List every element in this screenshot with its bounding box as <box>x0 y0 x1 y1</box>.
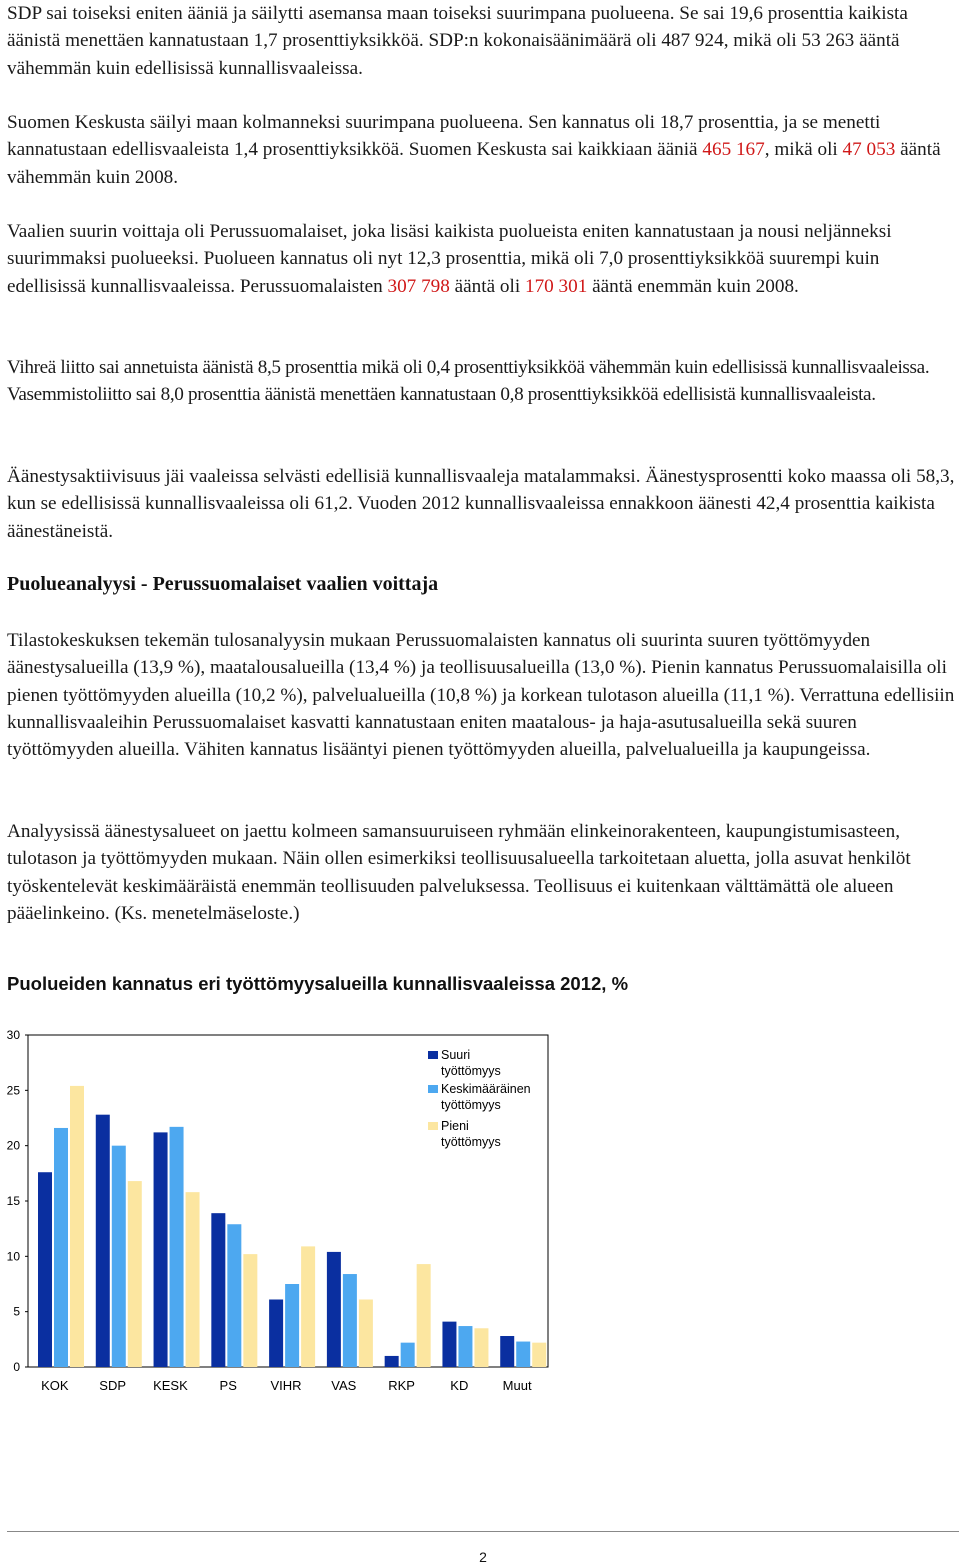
paragraph-text: ääntä oli <box>449 275 525 297</box>
highlight-number: 307 798 <box>387 275 450 297</box>
bar-kesk-2 <box>170 1127 184 1367</box>
legend-swatch <box>428 1122 438 1130</box>
y-tick-label: 15 <box>6 1194 20 1208</box>
bar-ps-1 <box>211 1213 225 1367</box>
bar-vihr-1 <box>269 1299 283 1367</box>
highlight-number: 47 053 <box>842 139 896 161</box>
x-tick-label: KOK <box>41 1378 69 1393</box>
page-number-text: 2 <box>479 1549 487 1565</box>
x-tick-label: SDP <box>99 1378 127 1393</box>
legend-label: Pieni <box>441 1119 469 1133</box>
paragraph-vihrea-vas: Vihreä liitto sai annetuista äänistä 8,5 prosenttia mikä oli 0,4 prosenttiyksikköä vähemmän kuin edellisissä kunnallisvaaleissa. Vasemmistoliitto sai 8,0 prosenttia äänistä menettäen kannatustaan 0,8 prosenttiyksikköä edellisistä kunnallisvaaleista. <box>7 357 930 406</box>
bar-kesk-1 <box>154 1132 168 1367</box>
bar-rkp-2 <box>401 1343 415 1367</box>
bar-kd-3 <box>474 1328 488 1367</box>
bar-vihr-3 <box>301 1246 315 1367</box>
bar-vas-3 <box>359 1299 373 1367</box>
bar-muut-3 <box>532 1343 546 1367</box>
paragraph-text: Vaalien suurin voittaja oli Perussuomalaiset, joka lisäsi kaikista puolueista eniten kannatustaan ja nousi neljänneksi suurimmaksi puolueeksi. Puolueen kannatus oli nyt 12,3 prosenttia, mikä oli 7,0 prosenttiyksikköä suurempi kuin edellisissä kunnallisvaaleissa. Perussuomalaisten <box>7 221 892 297</box>
bar-rkp-3 <box>417 1264 431 1367</box>
y-tick-label: 30 <box>6 1028 20 1042</box>
x-tick-label: VAS <box>331 1378 357 1393</box>
bar-vas-2 <box>343 1274 357 1367</box>
legend-label: työttömyys <box>441 1135 501 1149</box>
paragraph-text: ääntä enemmän kuin 2008. <box>587 275 799 297</box>
x-tick-label: KD <box>450 1378 469 1393</box>
highlight-number: 465 167 <box>702 139 765 161</box>
legend-label: työttömyys <box>441 1098 501 1112</box>
bar-kd-1 <box>442 1322 456 1367</box>
y-tick-label: 0 <box>13 1360 20 1374</box>
footer-divider <box>7 1531 959 1532</box>
bar-vas-1 <box>327 1252 341 1367</box>
paragraph-aanestysaktiivisuus: Äänestysaktiivisuus jäi vaaleissa selvästi edellisiä kunnallisvaaleja matalammaksi. Äänestysprosentti koko maassa oli 58,3, kun se edellisissä kunnallisvaaleissa oli 61,2. Vuoden 2012 kunnallisvaaleissa ennakkoon äänesti 42,4 prosenttia kaikista äänestäneistä. <box>7 466 955 542</box>
paragraph-text: , mikä oli <box>764 139 843 161</box>
paragraph-tulosanalyysi: Tilastokeskuksen tekemän tulosanalyysin mukaan Perussuomalaisten kannatus oli suurinta suuren työttömyyden äänestysalueilla (13,9 %), maatalousalueilla (13,4 %) ja teollisuusalueilla (13,0 %). Pienin kannatus Perussuomalaisilla oli pienen työttömyyden alueilla (10,2 %), palvelualueilla (10,8 %) ja korkean tulotason alueilla (11,1 %). Verrattuna edellisiin kunnallisvaaleihin Perussuomalaiset kasvatti kannatustaan eniten maatalous- ja haja-asutusalueilla sekä suuren työttömyyden alueilla. Vähiten kannatus lisääntyi pienen työttömyyden alueilla, palvelualueilla ja kaupungeissa. <box>7 630 955 761</box>
legend-swatch <box>428 1051 438 1059</box>
bar-kok-3 <box>70 1086 84 1367</box>
bar-sdp-1 <box>96 1115 110 1367</box>
bar-kesk-3 <box>186 1192 200 1367</box>
y-tick-label: 5 <box>13 1304 20 1319</box>
chart-title: Puolueiden kannatus eri työttömyysalueilla kunnallisvaaleissa 2012, % <box>7 973 629 994</box>
x-tick-label: VIHR <box>270 1378 302 1393</box>
x-tick-label: Muut <box>502 1378 532 1393</box>
x-tick-label: PS <box>219 1378 237 1393</box>
bar-muut-2 <box>516 1342 530 1367</box>
bar-ps-2 <box>227 1224 241 1367</box>
legend-label: työttömyys <box>441 1064 501 1078</box>
bar-kd-2 <box>458 1326 472 1367</box>
page-number <box>0 1549 960 1565</box>
bar-vihr-2 <box>285 1284 299 1367</box>
bar-chart <box>0 1020 600 1400</box>
x-tick-label: KESK <box>153 1378 188 1393</box>
y-tick-label: 25 <box>6 1083 20 1098</box>
y-tick-label: 20 <box>6 1138 20 1153</box>
legend-swatch <box>428 1085 438 1093</box>
paragraph-text: ääntä vähemmän kuin 2008. <box>7 139 941 188</box>
legend-label: Suuri <box>441 1048 471 1062</box>
y-tick-label: 10 <box>6 1249 20 1264</box>
paragraph-sdp: SDP sai toiseksi eniten ääniä ja säilytti asemansa maan toiseksi suurimpana puolueena. Se sai 19,6 prosenttia kaikista äänistä menettäen kannatustaan 1,7 prosenttiyksikköä. SDP:n kokonaisäänimäärä oli 487 924, mikä oli 53 263 ääntä vähemmän kuin edellisissä kunnallisvaaleissa. <box>7 3 908 79</box>
paragraph-perussuomalaiset <box>7 218 959 300</box>
bar-kok-1 <box>38 1172 52 1367</box>
bar-muut-1 <box>500 1336 514 1367</box>
bar-kok-2 <box>54 1128 68 1367</box>
highlight-number: 170 301 <box>524 275 588 297</box>
bar-rkp-1 <box>385 1356 399 1367</box>
paragraph-keskusta <box>7 109 959 191</box>
x-tick-label: RKP <box>388 1378 415 1393</box>
legend-label: Keskimääräinen <box>441 1082 531 1096</box>
paragraph-text: Suomen Keskusta säilyi maan kolmanneksi suurimpana puolueena. Sen kannatus oli 18,7 prosenttia, ja se menetti kannatustaan edellisvaaleista 1,4 prosenttiyksikköä. Suomen Keskusta sai kaikkiaan ääniä <box>7 112 881 161</box>
bar-sdp-2 <box>112 1146 126 1367</box>
paragraph-analyysi-menetelma: Analyysissä äänestysalueet on jaettu kolmeen samansuuruiseen ryhmään elinkeinorakenteen, kaupungistumisasteen, tulotason ja työttömyyden mukaan. Näin ollen esimerkiksi teollisuusalueella tarkoitetaan aluetta, jolla asuvat henkilöt työskentelevät keskimääräistä enemmän teollisuuden palveluksessa. Teollisuus ei kuitenkaan välttämättä ole alueen pääelinkeino. (Ks. menetelmäseloste.) <box>7 821 911 924</box>
bar-ps-3 <box>243 1254 257 1367</box>
bar-sdp-3 <box>128 1181 142 1367</box>
section-heading: Puolueanalyysi - Perussuomalaiset vaalien voittaja <box>7 573 439 595</box>
